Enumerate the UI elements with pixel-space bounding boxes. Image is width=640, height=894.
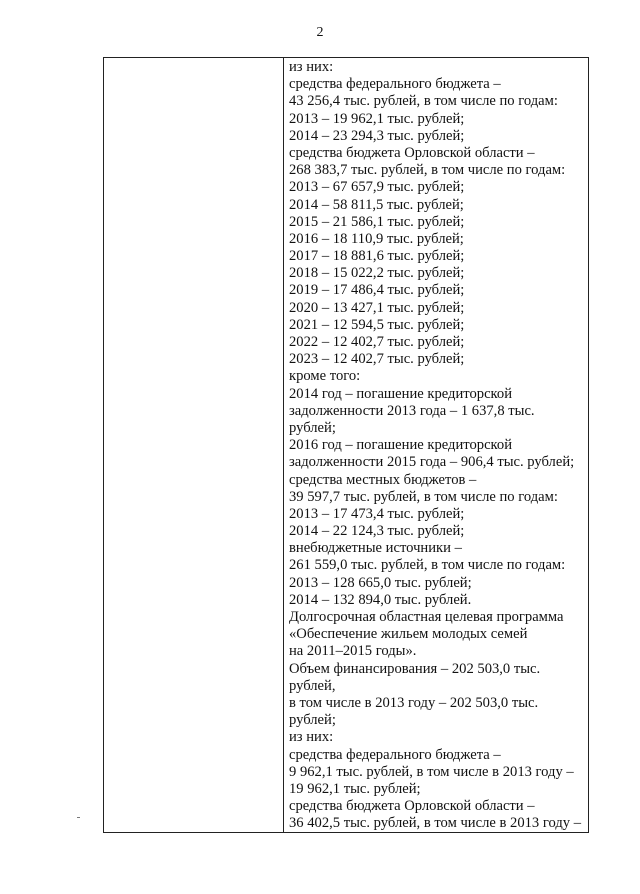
text-line: 2016 – 18 110,9 тыс. рублей;	[289, 230, 464, 247]
text-line: задолженности 2013 года – 1 637,8 тыс.	[289, 402, 535, 419]
text-line: средства федерального бюджета –	[289, 76, 501, 93]
text-line: 2013 – 17 473,4 тыс. рублей;	[289, 505, 465, 522]
text-line: средства местных бюджетов –	[289, 471, 477, 488]
right-cell-text	[284, 58, 588, 832]
text-line: 2014 год – погашение кредиторской	[289, 385, 513, 402]
text-line: 2013 – 67 657,9 тыс. рублей;	[289, 179, 465, 196]
text-line: рублей,	[289, 677, 336, 694]
page-number: 2	[316, 25, 324, 40]
text-line: 2013 – 19 962,1 тыс. рублей;	[289, 110, 465, 127]
text-line: 2021 – 12 594,5 тыс. рублей;	[289, 316, 465, 333]
text-line: 2023 – 12 402,7 тыс. рублей;	[289, 351, 465, 368]
text-line: рублей;	[289, 419, 336, 436]
text-line: средства бюджета Орловской области –	[289, 144, 535, 161]
text-line: из них:	[289, 729, 334, 746]
text-line: 2015 – 21 586,1 тыс. рублей;	[289, 213, 465, 230]
text-line: Объем финансирования – 202 503,0 тыс.	[289, 660, 541, 677]
text-line: 43 256,4 тыс. рублей, в том числе по годам:	[289, 93, 558, 110]
text-line: средства бюджета Орловской области –	[289, 798, 535, 815]
text-line: внебюджетные источники –	[289, 540, 462, 557]
text-line: 2014 – 22 124,3 тыс. рублей;	[289, 523, 465, 540]
left-cell	[104, 58, 284, 833]
text-line: кроме того:	[289, 368, 361, 385]
text-line: 2014 – 132 894,0 тыс. рублей.	[289, 591, 472, 608]
left-cell-text	[104, 58, 283, 59]
text-line: 2018 – 15 022,2 тыс. рублей;	[289, 265, 465, 282]
text-line: задолженности 2015 года – 906,4 тыс. рублей;	[289, 454, 575, 471]
table-row	[104, 58, 589, 833]
scan-speck	[77, 817, 80, 818]
text-line: 2017 – 18 881,6 тыс. рублей;	[289, 248, 465, 265]
text-line: 2014 – 58 811,5 тыс. рублей;	[289, 196, 464, 213]
text-line: рублей;	[289, 712, 336, 729]
text-line: 2019 – 17 486,4 тыс. рублей;	[289, 282, 465, 299]
text-line: 36 402,5 тыс. рублей, в том числе в 2013 году –	[289, 815, 582, 832]
text-line: на 2011–2015 годы».	[289, 643, 417, 660]
text-line: 9 962,1 тыс. рублей, в том числе в 2013 году –	[289, 763, 574, 780]
text-line: 2020 – 13 427,1 тыс. рублей;	[289, 299, 465, 316]
text-line: 39 597,7 тыс. рублей, в том числе по годам:	[289, 488, 558, 505]
text-line: 19 962,1 тыс. рублей;	[289, 780, 421, 797]
text-line: в том числе в 2013 году – 202 503,0 тыс.	[289, 694, 539, 711]
right-cell	[284, 58, 589, 833]
text-line: 268 383,7 тыс. рублей, в том числе по годам:	[289, 162, 566, 179]
text-line: Долгосрочная областная целевая программа	[289, 609, 564, 625]
text-line: из них:	[289, 59, 334, 75]
text-line: 2013 – 128 665,0 тыс. рублей;	[289, 574, 472, 591]
text-line: средства федерального бюджета –	[289, 746, 501, 763]
text-line: 2022 – 12 402,7 тыс. рублей;	[289, 334, 465, 350]
text-line: 2014 – 23 294,3 тыс. рублей;	[289, 127, 465, 144]
text-line: 261 559,0 тыс. рублей, в том числе по годам:	[289, 557, 566, 574]
document-table	[103, 57, 589, 833]
text-line: «Обеспечение жильем молодых семей	[289, 626, 528, 643]
text-line: 2016 год – погашение кредиторской	[289, 437, 513, 454]
